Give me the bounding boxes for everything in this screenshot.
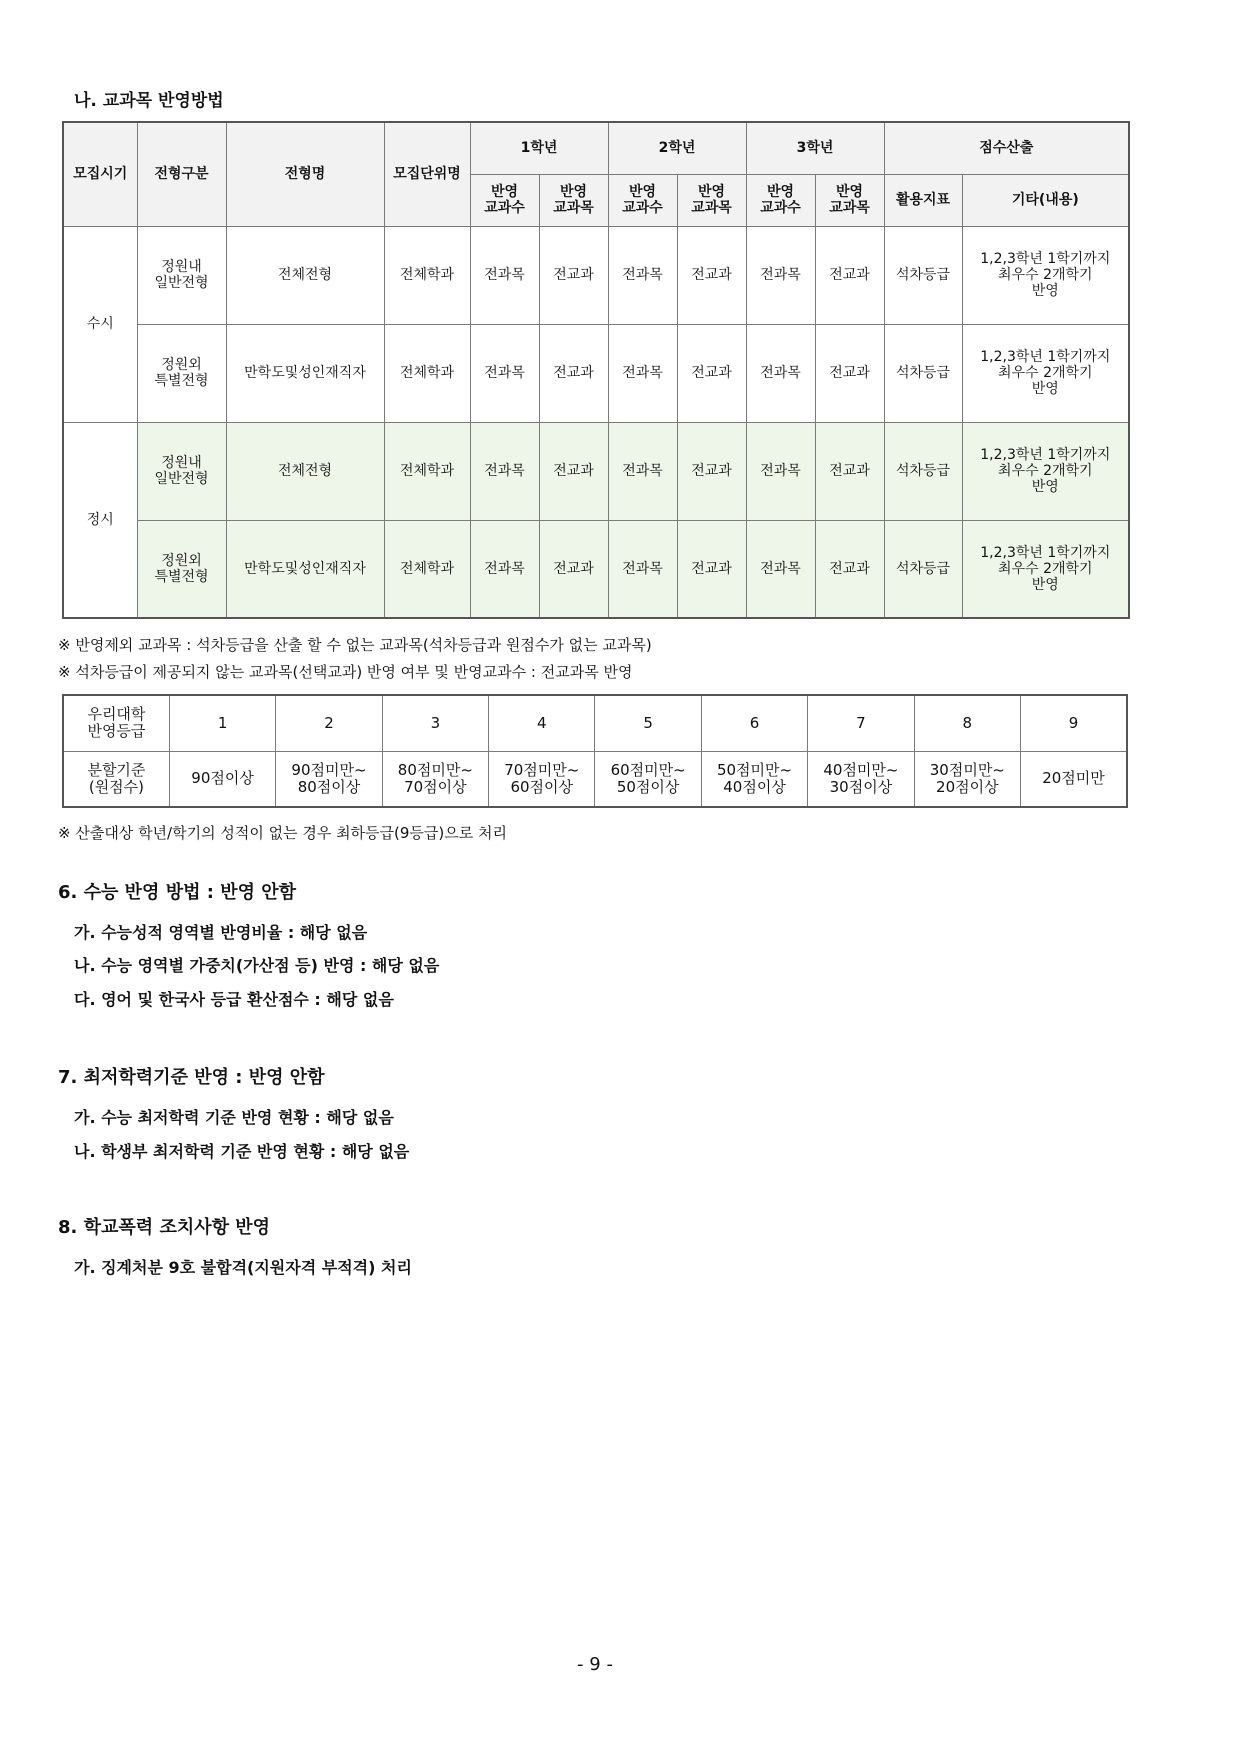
unit-cell: 전체학과 <box>384 520 470 618</box>
header-reflect-subject: 반영 교과목 <box>677 174 746 226</box>
header-indicator: 활용지표 <box>884 174 962 226</box>
name-cell: 전체전형 <box>226 226 384 324</box>
criteria-cell: 40점미만~ 30점이상 <box>808 751 914 807</box>
grade-cell: 8 <box>914 695 1020 751</box>
value-cell: 전과목 <box>608 324 677 422</box>
table-row <box>63 695 1127 751</box>
type-cell: 정원내 일반전형 <box>137 422 226 520</box>
period-cell: 정시 <box>63 422 137 618</box>
value-cell: 전교과 <box>815 324 884 422</box>
grade-cell: 2 <box>276 695 382 751</box>
value-cell: 전과목 <box>470 226 539 324</box>
value-cell: 전교과 <box>677 520 746 618</box>
value-cell: 전교과 <box>539 422 608 520</box>
table-row <box>63 324 1129 422</box>
section6-title: 6. 수능 반영 방법 : 반영 안함 <box>58 882 297 903</box>
section6-item: 가. 수능성적 영역별 반영비율 : 해당 없음 <box>74 923 368 942</box>
indicator-cell: 석차등급 <box>884 520 962 618</box>
type-cell: 정원외 특별전형 <box>137 324 226 422</box>
grade-cell: 5 <box>595 695 701 751</box>
value-cell: 전교과 <box>539 226 608 324</box>
value-cell: 전교과 <box>539 324 608 422</box>
etc-cell: 1,2,3학년 1학기까지 최우수 2개학기 반영 <box>962 226 1129 324</box>
value-cell: 전과목 <box>470 422 539 520</box>
value-cell: 전교과 <box>677 226 746 324</box>
subject-reflection-table <box>62 121 1130 619</box>
value-cell: 전과목 <box>608 422 677 520</box>
grade-cell: 6 <box>701 695 807 751</box>
value-cell: 전교과 <box>815 226 884 324</box>
grade-cell: 7 <box>808 695 914 751</box>
grade-cell: 1 <box>169 695 275 751</box>
etc-cell: 1,2,3학년 1학기까지 최우수 2개학기 반영 <box>962 422 1129 520</box>
value-cell: 전과목 <box>470 520 539 618</box>
value-cell: 전과목 <box>746 324 815 422</box>
page-number: - 9 - <box>577 1654 613 1675</box>
criteria-cell: 30점미만~ 20점이상 <box>914 751 1020 807</box>
note-excluded-subjects: ※ 반영제외 교과목 : 석차등급을 산출 할 수 없는 교과목(석차등급과 원점수가 없는 교과목) <box>58 636 652 654</box>
name-cell: 전체전형 <box>226 422 384 520</box>
criteria-cell: 90점이상 <box>169 751 275 807</box>
name-cell: 만학도및성인재직자 <box>226 324 384 422</box>
header-grade2: 2학년 <box>608 122 746 174</box>
header-unit: 모집단위명 <box>384 122 470 226</box>
header-etc: 기타(내용) <box>962 174 1129 226</box>
value-cell: 전과목 <box>470 324 539 422</box>
name-cell: 만학도및성인재직자 <box>226 520 384 618</box>
table-row <box>63 751 1127 807</box>
grade-cell: 3 <box>382 695 488 751</box>
type-cell: 정원외 특별전형 <box>137 520 226 618</box>
grade-cell: 9 <box>1021 695 1127 751</box>
indicator-cell: 석차등급 <box>884 422 962 520</box>
header-period: 모집시기 <box>63 122 137 226</box>
header-score: 점수산출 <box>884 122 1129 174</box>
section7-title: 7. 최저학력기준 반영 : 반영 안함 <box>58 1067 325 1088</box>
value-cell: 전과목 <box>746 226 815 324</box>
criteria-cell: 50점미만~ 40점이상 <box>701 751 807 807</box>
header-name: 전형명 <box>226 122 384 226</box>
section6-item: 나. 수능 영역별 가중치(가산점 등) 반영 : 해당 없음 <box>74 956 440 975</box>
section8-title: 8. 학교폭력 조치사항 반영 <box>58 1217 271 1238</box>
value-cell: 전교과 <box>815 422 884 520</box>
unit-cell: 전체학과 <box>384 324 470 422</box>
value-cell: 전과목 <box>608 226 677 324</box>
table-row <box>63 226 1129 324</box>
section6-item: 다. 영어 및 한국사 등급 환산점수 : 해당 없음 <box>74 990 394 1009</box>
criteria-cell: 60점미만~ 50점이상 <box>595 751 701 807</box>
table-row <box>63 520 1129 618</box>
note-elective-subjects: ※ 석차등급이 제공되지 않는 교과목(선택교과) 반영 여부 및 반영교과수 : 전교과목 반영 <box>58 663 633 681</box>
type-cell: 정원내 일반전형 <box>137 226 226 324</box>
criteria-cell: 80점미만~ 70점이상 <box>382 751 488 807</box>
header-type: 전형구분 <box>137 122 226 226</box>
header-grade1: 1학년 <box>470 122 608 174</box>
header-grade3: 3학년 <box>746 122 884 174</box>
grade-conversion-table <box>62 694 1128 808</box>
grade-cell: 4 <box>489 695 595 751</box>
indicator-cell: 석차등급 <box>884 324 962 422</box>
unit-cell: 전체학과 <box>384 226 470 324</box>
value-cell: 전과목 <box>746 422 815 520</box>
value-cell: 전교과 <box>539 520 608 618</box>
unit-cell: 전체학과 <box>384 422 470 520</box>
criteria-cell: 90점미만~ 80점이상 <box>276 751 382 807</box>
section7-item: 나. 학생부 최저학력 기준 반영 현황 : 해당 없음 <box>74 1142 410 1161</box>
note-missing-grades: ※ 산출대상 학년/학기의 성적이 없는 경우 최하등급(9등급)으로 처리 <box>58 824 507 842</box>
header-reflect-count: 반영 교과수 <box>608 174 677 226</box>
etc-cell: 1,2,3학년 1학기까지 최우수 2개학기 반영 <box>962 520 1129 618</box>
header-reflect-subject: 반영 교과목 <box>539 174 608 226</box>
header-reflect-count: 반영 교과수 <box>746 174 815 226</box>
indicator-cell: 석차등급 <box>884 226 962 324</box>
value-cell: 전과목 <box>746 520 815 618</box>
section8-item: 가. 징계처분 9호 불합격(지원자격 부적격) 처리 <box>74 1258 412 1277</box>
grade-row-header: 우리대학 반영등급 <box>63 695 169 751</box>
value-cell: 전과목 <box>608 520 677 618</box>
value-cell: 전교과 <box>677 324 746 422</box>
subsection-title: 나. 교과목 반영방법 <box>74 91 224 111</box>
value-cell: 전교과 <box>677 422 746 520</box>
value-cell: 전교과 <box>815 520 884 618</box>
header-reflect-subject: 반영 교과목 <box>815 174 884 226</box>
etc-cell: 1,2,3학년 1학기까지 최우수 2개학기 반영 <box>962 324 1129 422</box>
period-cell: 수시 <box>63 226 137 422</box>
section7-item: 가. 수능 최저학력 기준 반영 현황 : 해당 없음 <box>74 1108 394 1127</box>
criteria-cell: 20점미만 <box>1021 751 1127 807</box>
criteria-cell: 70점미만~ 60점이상 <box>489 751 595 807</box>
table-row <box>63 422 1129 520</box>
header-reflect-count: 반영 교과수 <box>470 174 539 226</box>
criteria-row-header: 분할기준 (원점수) <box>63 751 169 807</box>
